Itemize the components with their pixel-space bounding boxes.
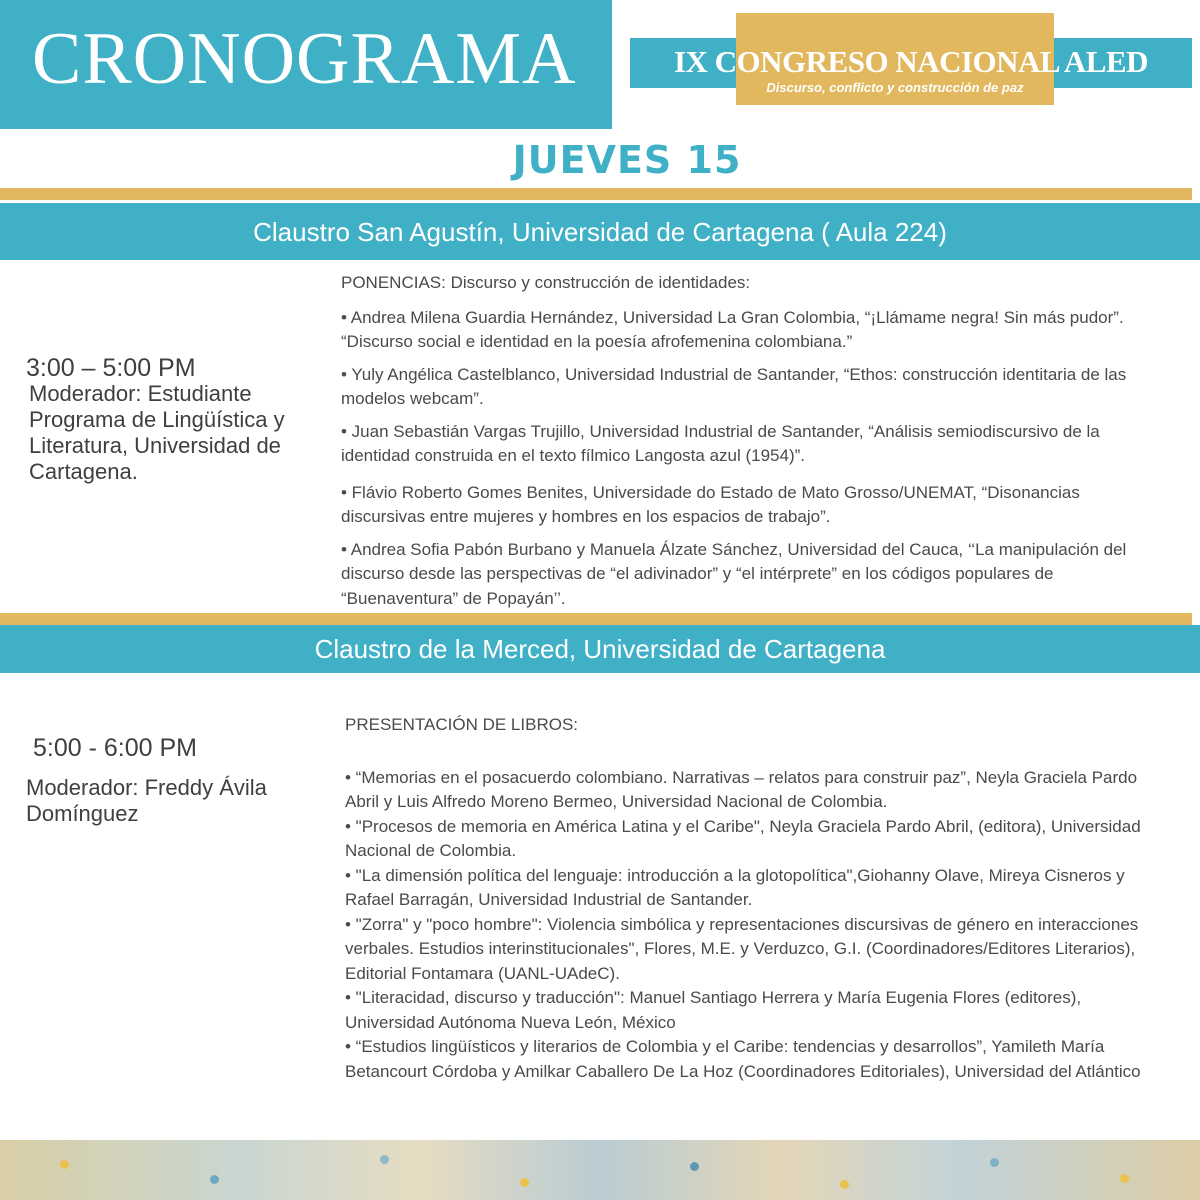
list-heading: PONENCIAS: Discurso y construcción de identidades: <box>341 273 751 292</box>
presentations-list <box>341 271 1141 611</box>
list-item: • "Literacidad, discurso y traducción": Manuel Santiago Herrera y María Eugenia Flores (editores), Universidad Autónoma Nueva León, México <box>345 988 1082 1032</box>
paint-dot <box>210 1175 219 1184</box>
page-title: CRONOGRAMA <box>32 18 577 100</box>
list-item: • “Memorias en el posacuerdo colombiano. Narrativas – relatos para construir paz”, Neyla Graciela Pardo Abril y Luis Alfredo Moreno Bermeo, Universidad Nacional de Colombia. <box>345 767 1138 811</box>
list-item: • "La dimensión política del lenguaje: introducción a la glotopolítica",Giohanny Olave, Mireya Cisneros y Rafael Barragán, Universidad Industrial de Santander. <box>345 865 1125 909</box>
decorative-painting <box>0 1140 1200 1200</box>
session-time: 3:00 – 5:00 PM <box>26 354 196 382</box>
divider-line <box>0 613 1192 625</box>
paint-dot <box>990 1158 999 1167</box>
list-item: • Juan Sebastián Vargas Trujillo, Universidad Industrial de Santander, “Análisis semiodiscursivo de la identidad construida en el texto fílmico Langosta azul (1954)”. <box>341 421 1100 465</box>
list-item: • Flávio Roberto Gomes Benites, Universidade do Estado de Mato Grosso/UNEMAT, “Disonancias discursivas entre mujeres y hombres en los espacios de trabajo”. <box>341 482 1080 526</box>
session-moderator: Moderador: Estudiante Programa de Lingüística y Literatura, Universidad de Cartagena. <box>29 381 285 484</box>
paint-dot <box>520 1178 529 1187</box>
session-time: 5:00 - 6:00 PM <box>33 734 197 762</box>
paint-dot <box>690 1162 699 1171</box>
congress-logo-subtitle: Discurso, conflicto y construcción de paz <box>766 80 1024 95</box>
divider-line <box>0 188 1192 200</box>
paint-dot <box>380 1155 389 1164</box>
books-list <box>345 713 1145 1084</box>
list-item: • Andrea Sofia Pabón Burbano y Manuela Álzate Sánchez, Universidad del Cauca, ‘‘La manipulación del discurso desde las perspectivas de “el adivinador” y “el intérprete” en los códigos populares de “Buenaventura” de Popayán’’. <box>341 539 1127 608</box>
session-info <box>26 735 316 827</box>
paint-dot <box>60 1160 69 1169</box>
list-item: • “Estudios lingüísticos y literarios de Colombia y el Caribe: tendencias y desarrollos”, Yamileth María Betancourt Córdoba y Amilkar Caballero De La Hoz (Coordinadores Editoriales), Universidad del Atlántico <box>345 1037 1141 1081</box>
list-item: • "Procesos de memoria en América Latina y el Caribe", Neyla Graciela Pardo Abril, (editora), Universidad Nacional de Colombia. <box>345 816 1141 860</box>
paint-dot <box>1120 1174 1129 1183</box>
list-item: • Andrea Milena Guardia Hernández, Universidad La Gran Colombia, “¡Llámame negra! Sin más pudor”. “Discurso social e identidad en la poesía afrofemenina colombiana.” <box>341 307 1124 351</box>
session-info <box>26 355 316 485</box>
list-heading: PRESENTACIÓN DE LIBROS: <box>345 715 579 734</box>
venue-bar: Claustro de la Merced, Universidad de Cartagena <box>0 625 1200 673</box>
list-item: • "Zorra" y "poco hombre": Violencia simbólica y representaciones discursivas de género en interacciones verbales. Estudios interinstitucionales", Flores, M.E. y Verduzco, G.I. (Coordinadores/Editores Literarios), Editorial Fontamara (UANL-UAdeC). <box>345 914 1139 983</box>
venue-bar: Claustro San Agustín, Universidad de Cartagena ( Aula 224) <box>0 203 1200 260</box>
paint-dot <box>840 1180 849 1189</box>
day-heading: JUEVES 15 <box>512 138 742 182</box>
congress-logo-title: IX CONGRESO NACIONAL ALED <box>673 44 1149 79</box>
list-item: • Yuly Angélica Castelblanco, Universidad Industrial de Santander, “Ethos: construcción identitaria de las modelos webcam”. <box>341 364 1127 408</box>
session-moderator: Moderador: Freddy Ávila Domínguez <box>26 775 267 826</box>
